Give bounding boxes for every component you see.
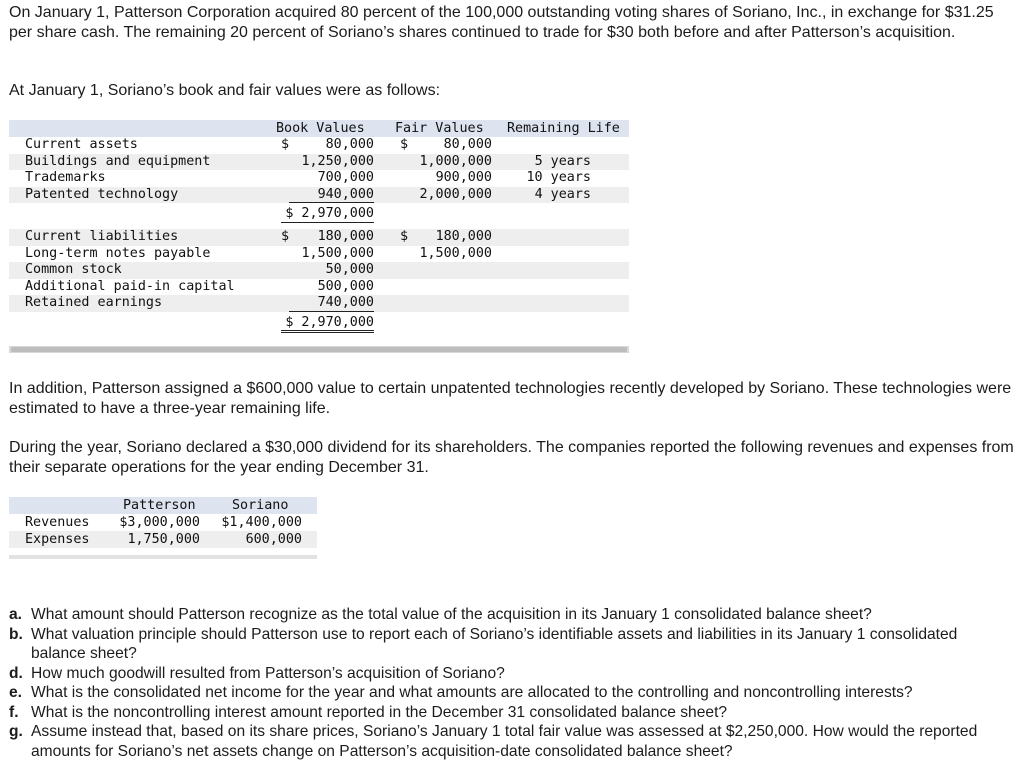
row-label: Expenses (25, 532, 90, 547)
question-item (9, 683, 1014, 703)
question-text: How much goodwill resulted from Patterson’s acquisition of Soriano? (31, 664, 505, 682)
fair-currency: $ (400, 137, 409, 152)
question-letter: f. (9, 703, 19, 721)
header-remaining-life: Remaining Life (507, 121, 620, 136)
remaining-life: 10 years (526, 170, 591, 185)
header-soriano: Soriano (232, 498, 289, 513)
table-row (9, 531, 317, 548)
row-label: Common stock (25, 262, 122, 277)
fair-currency: $ (400, 229, 409, 244)
question-item (9, 722, 1014, 761)
table-row (9, 246, 629, 263)
row-label: Additional paid-in capital (25, 278, 235, 294)
book-currency: $ (281, 137, 290, 152)
question-letter: a. (9, 606, 23, 623)
row-label: Current liabilities (25, 229, 179, 244)
remaining-life: 5 years (534, 153, 591, 169)
row-label: Retained earnings (25, 295, 163, 310)
book-value: 180,000 (317, 229, 374, 244)
patterson-value: 1,750,000 (127, 532, 200, 547)
patterson-value: $3,000,000 (119, 515, 200, 530)
total-assets-row (9, 206, 629, 223)
table-header-row (9, 497, 317, 514)
question-list (9, 605, 1014, 761)
row-label: Current assets (25, 137, 138, 152)
book-value: 500,000 (317, 278, 374, 294)
book-currency: $ (281, 229, 290, 244)
book-value: 940,000 (289, 187, 374, 204)
table-row (9, 514, 317, 531)
book-value: 1,500,000 (301, 245, 374, 261)
question-text: Assume instead that, based on its share prices, Soriano’s January 1 total fair value was assessed at $2,250,000. How would the reported amounts for Soriano’s net assets change on Patterson’s acquisition-date consolidated balance sheet? (31, 723, 978, 760)
header-patterson: Patterson (123, 498, 196, 513)
header-fair-values: Fair Values (395, 121, 484, 136)
fair-value: 1,000,000 (419, 153, 492, 169)
values-intro: At January 1, Soriano’s book and fair values were as follows: (9, 82, 441, 99)
question-letter: g. (9, 723, 23, 740)
question-letter: e. (9, 684, 23, 701)
row-label: Revenues (25, 515, 90, 530)
table-row (9, 170, 629, 187)
header-book-values: Book Values (276, 121, 365, 136)
total-assets: $ 2,970,000 (281, 206, 374, 223)
row-label: Buildings and equipment (25, 153, 211, 169)
book-value: 740,000 (289, 295, 374, 312)
fair-value: 80,000 (443, 137, 492, 152)
soriano-value: 600,000 (245, 532, 302, 547)
question-text: What is the noncontrolling interest amount reported in the December 31 consolidated balance sheet? (31, 703, 728, 721)
fair-value: 900,000 (435, 170, 492, 185)
fair-value: 2,000,000 (419, 186, 492, 202)
table-row (9, 229, 629, 246)
book-fair-values-table (9, 120, 629, 348)
remaining-life: 4 years (534, 186, 591, 202)
table-row (9, 137, 629, 154)
question-item (9, 605, 1014, 625)
book-value: 1,250,000 (301, 153, 374, 169)
question-text: What is the consolidated net income for the year and what amounts are allocated to the controlling and noncontrolling interests? (31, 684, 913, 701)
question-text: What valuation principle should Patterson use to report each of Soriano’s identifiable assets and liabilities in its January 1 consolidated balance sheet? (31, 625, 958, 662)
total-equities: $ 2,970,000 (281, 315, 374, 333)
soriano-value: $1,400,000 (221, 515, 302, 530)
table-row (9, 187, 629, 204)
row-label: Long-term notes payable (25, 245, 211, 261)
table-row (9, 262, 629, 279)
fair-value: 180,000 (435, 229, 492, 244)
dividend-paragraph: During the year, Soriano declared a $30,000 dividend for its shareholders. The companies reported the following revenues and expenses from their separate operations for the year ending December 31. (9, 439, 1014, 476)
question-letter: d. (9, 664, 23, 682)
fair-value: 1,500,000 (419, 245, 492, 261)
scrollbar-thumb[interactable] (11, 347, 627, 352)
revenues-expenses-table (9, 497, 317, 555)
question-text: What amount should Patterson recognize as the total value of the acquisition in its January 1 consolidated balance sheet? (31, 606, 872, 623)
book-value: 700,000 (317, 170, 374, 185)
question-item (9, 625, 1014, 664)
table-row (9, 154, 629, 171)
row-label: Trademarks (25, 170, 106, 185)
question-item (9, 664, 1014, 684)
question-item (9, 703, 1014, 723)
table-row (9, 295, 629, 312)
question-letter: b. (9, 625, 23, 643)
book-value: 50,000 (325, 262, 374, 277)
unpatented-tech-paragraph: In addition, Patterson assigned a $600,000 value to certain unpatented technologies recently developed by Soriano. These technologies were estimated to have a three-year remaining life. (9, 380, 1012, 417)
table-row (9, 279, 629, 296)
total-equities-row (9, 315, 629, 332)
table-header-row (9, 120, 629, 137)
book-value: 80,000 (325, 137, 374, 152)
table-scrollbar[interactable] (9, 555, 317, 559)
row-label: Patented technology (25, 186, 179, 202)
intro-paragraph: On January 1, Patterson Corporation acquired 80 percent of the 100,000 outstanding voting shares of Soriano, Inc., in exchange for $31.25 per share cash. The remaining 20 percent of Soriano’s shares continued to trade for $30 both before and after Patterson’s acquisition. (9, 4, 994, 41)
table-scrollbar[interactable] (9, 346, 629, 353)
